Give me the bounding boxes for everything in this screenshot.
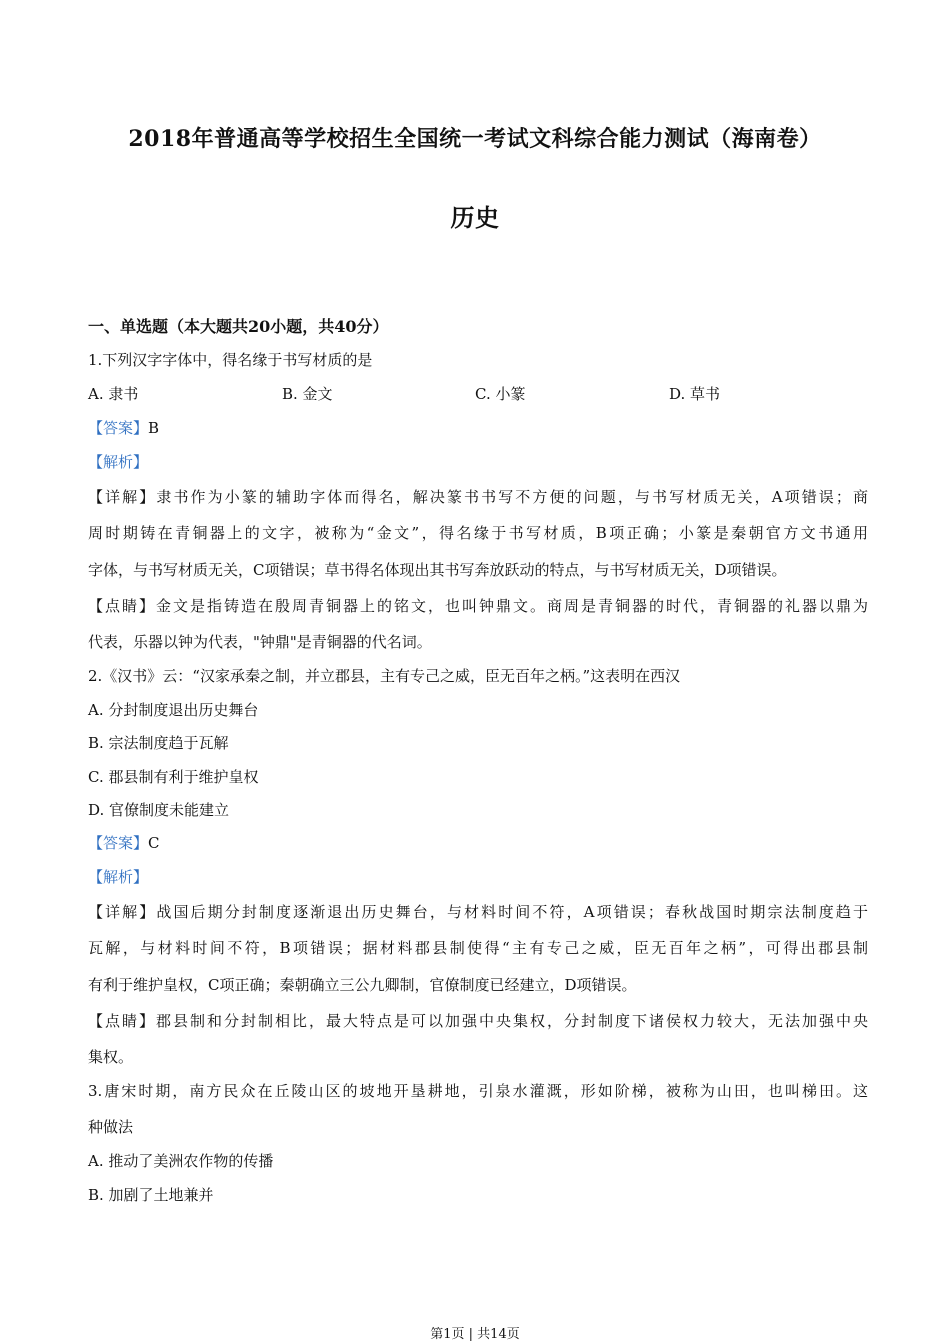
comment-text: 金文是指铸造在殷周青铜器上的铭文，也叫钟鼎文。商周是青铜器的时代，青铜器的礼器以鼎为: [156, 597, 868, 615]
q2-comment-line-2: 集权。: [88, 1048, 134, 1066]
q2-option-c: C. 郡县制有利于维护皇权: [88, 768, 259, 786]
detail-text: 战国后期分封制度逐渐退出历史舞台，与材料时间不符，A项错误；春秋战国时期宗法制度趋于: [156, 903, 868, 921]
question-1-stem: 1.下列汉字字体中，得名缘于书写材质的是: [88, 351, 373, 369]
answer-value: C: [148, 834, 160, 852]
answer-tag: 【答案】: [88, 419, 149, 437]
q1-detail-line-2: 周时期铸在青铜器上的文字，被称为“金文”，得名缘于书写材质，B项正确；小篆是秦朝官方文书通用: [88, 524, 868, 542]
detail-tag: 【详解】: [88, 488, 157, 506]
question-2-stem: 2.《汉书》云：“汉家承秦之制，并立郡县，主有专己之威，臣无百年之柄。”这表明在西汉: [88, 667, 681, 685]
q2-comment-line-1: [88, 1010, 868, 1031]
answer-value: B: [148, 419, 160, 437]
comment-tag: 【点睛】: [88, 1012, 156, 1030]
detail-tag: 【详解】: [88, 903, 157, 921]
q1-detail-line-1: [88, 486, 868, 507]
q3-option-b: B. 加剧了土地兼并: [88, 1186, 214, 1204]
q3-option-a: A. 推动了美洲农作物的传播: [88, 1152, 274, 1170]
analysis-tag: 【解析】: [88, 453, 149, 471]
question-3-stem-line-1: 3.唐宋时期，南方民众在丘陵山区的坡地开垦耕地，引泉水灌溉，形如阶梯，被称为山田，也叫梯田。这: [88, 1082, 868, 1100]
detail-text: 隶书作为小篆的辅助字体而得名，解决篆书书写不方便的问题，与书写材质无关，A项错误；商: [156, 488, 868, 506]
analysis-tag: 【解析】: [88, 868, 149, 886]
q1-comment-line-2: 代表，乐器以钟为代表，"钟鼎"是青铜器的代名词。: [88, 633, 432, 651]
q2-option-d: D. 官僚制度未能建立: [88, 801, 230, 819]
document-title: 2018年普通高等学校招生全国统一考试文科综合能力测试（海南卷）: [128, 126, 822, 152]
q1-option-d: D. 草书: [669, 385, 721, 403]
q1-detail-line-3: 字体，与书写材质无关，C项错误；草书得名体现出其书写奔放跃动的特点，与书写材质无关，D项错误。: [88, 561, 787, 579]
q2-option-b: B. 宗法制度趋于瓦解: [88, 734, 229, 752]
q1-option-b: B. 金文: [282, 385, 333, 403]
subject-title: 历史: [450, 203, 500, 232]
q1-option-a: A. 隶书: [88, 385, 139, 403]
q1-answer: [88, 417, 868, 438]
q2-detail-line-3: 有利于维护皇权，C项正确；秦朝确立三公九卿制，官僚制度已经建立，D项错误。: [88, 976, 637, 994]
comment-tag: 【点睛】: [88, 597, 156, 615]
q2-answer: [88, 832, 868, 853]
q2-detail-line-1: [88, 901, 868, 922]
q1-analysis: [88, 451, 868, 472]
question-3-stem-line-2: 种做法: [88, 1118, 134, 1136]
q2-option-a: A. 分封制度退出历史舞台: [88, 701, 259, 719]
answer-tag: 【答案】: [88, 834, 149, 852]
q2-analysis: [88, 866, 868, 887]
q2-detail-line-2: 瓦解，与材料时间不符，B项错误；据材料郡县制使得“主有专己之威，臣无百年之柄”，可得出郡县制: [88, 939, 868, 957]
section-heading: 一、单选题（本大题共20小题，共40分）: [88, 317, 389, 336]
q1-comment-line-1: [88, 595, 868, 616]
page-number: 第1页 | 共14页: [430, 1327, 520, 1342]
comment-text: 郡县制和分封制相比，最大特点是可以加强中央集权，分封制度下诸侯权力较大，无法加强中央: [156, 1012, 868, 1030]
q1-option-c: C. 小篆: [475, 385, 526, 403]
